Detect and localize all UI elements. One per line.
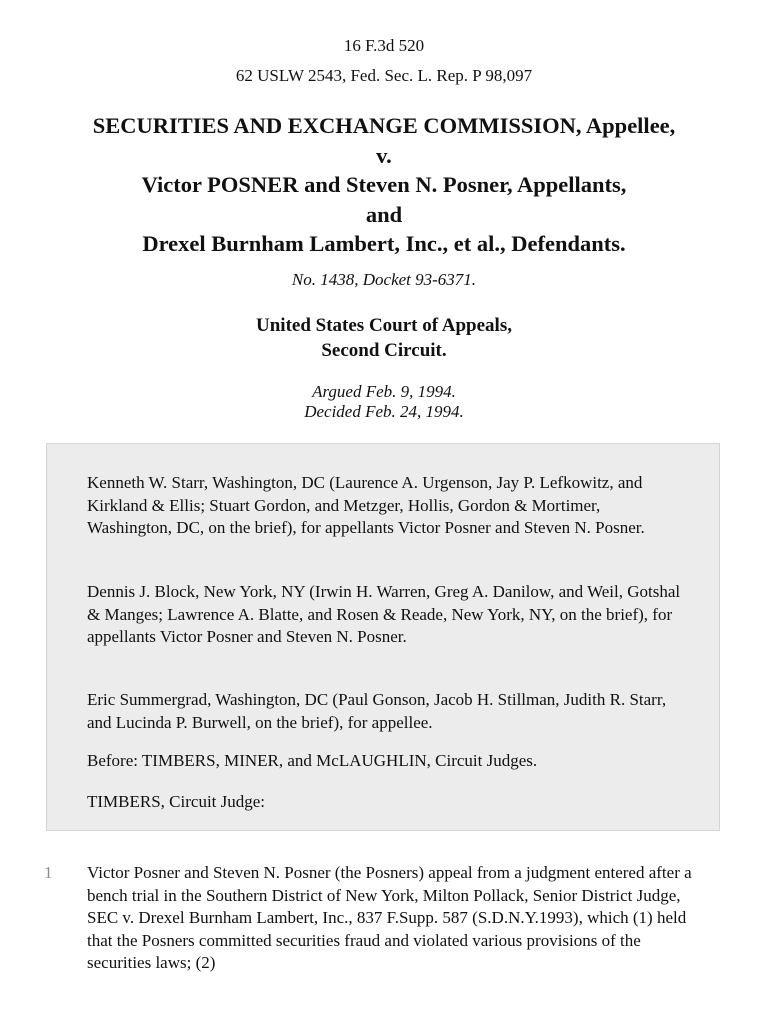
counsel-appellants-block: Dennis J. Block, New York, NY (Irwin H. Warren, Greg A. Danilow, and Weil, Gotshal & Manges; Lawrence A. Blatte, and Rosen & Reade, New York, NY, on the brief), for appellants Victor Posner and Steven N. Posner. <box>87 582 681 647</box>
opinion-author: TIMBERS, Circuit Judge: <box>87 792 266 811</box>
decided-date: Decided Feb. 24, 1994. <box>304 402 464 421</box>
court-line-1: United States Court of Appeals, <box>256 315 512 336</box>
caption-appellee: SECURITIES AND EXCHANGE COMMISSION, Appellee, <box>92 113 676 138</box>
case-caption <box>0 111 768 259</box>
court-line-2: Second Circuit. <box>321 340 447 361</box>
panel-judges: Before: TIMBERS, MINER, and McLAUGHLIN, Circuit Judges. <box>87 751 538 770</box>
caption-and: and <box>365 201 403 227</box>
caption-appellants: Victor POSNER and Steven N. Posner, Appellants, <box>141 172 627 197</box>
argued-date: Argued Feb. 9, 1994. <box>312 382 456 401</box>
reporter-citation: 16 F.3d 520 <box>343 36 425 55</box>
counsel-appellants-starr: Kenneth W. Starr, Washington, DC (Laurence A. Urgenson, Jay P. Lefkowitz, and Kirkland & Ellis; Stuart Gordon, and Metzger, Hollis, Gordon & Mortimer, Washington, DC, on the brief), for appellants Victor Posner and Steven N. Posner. <box>87 473 645 538</box>
caption-defendants: Drexel Burnham Lambert, Inc., et al., Defendants. <box>142 231 626 256</box>
case-dates <box>0 382 768 422</box>
paragraph-number: 1 <box>44 863 53 882</box>
counsel-appellee: Eric Summergrad, Washington, DC (Paul Gonson, Jacob H. Stillman, Judith R. Starr, and Lucinda P. Burwell, on the brief), for appellee. <box>87 690 667 732</box>
docket-number: No. 1438, Docket 93-6371. <box>291 270 477 289</box>
parallel-citations: 62 USLW 2543, Fed. Sec. L. Rep. P 98,097 <box>235 66 533 85</box>
counsel-panel <box>46 443 720 831</box>
opinion-paragraph: Victor Posner and Steven N. Posner (the Posners) appeal from a judgment entered after a bench trial in the Southern District of New York, Milton Pollack, Senior District Judge, SEC v. Drexel Burnham Lambert, Inc., 837 F.Supp. 587 (S.D.N.Y.1993), which (1) held that the Posners committed securities fraud and violated various provisions of the securities laws; (2) <box>87 863 692 973</box>
caption-versus: v. <box>376 142 392 168</box>
court-name <box>0 313 768 363</box>
